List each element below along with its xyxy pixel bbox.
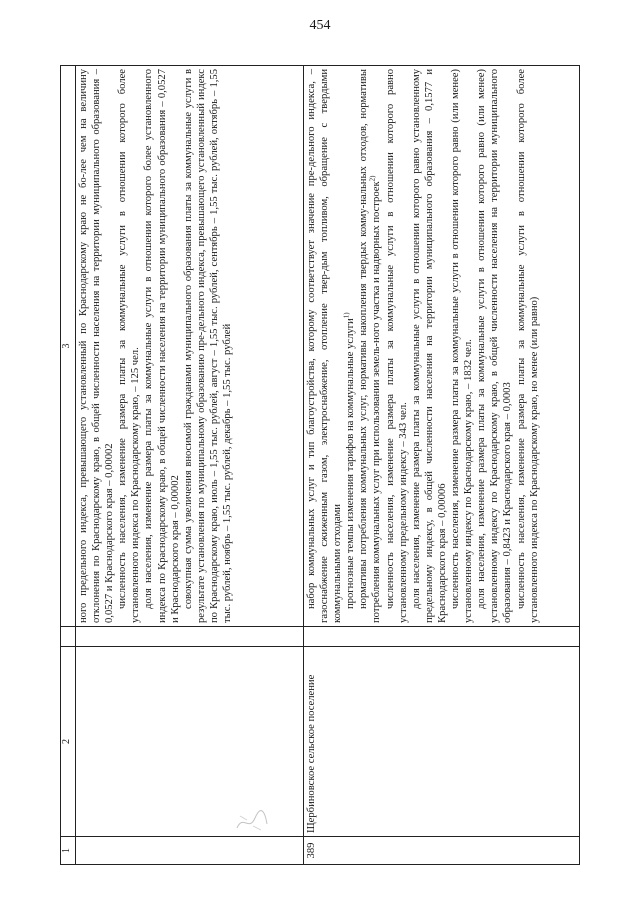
paragraph: набор коммунальных услуг и тип благоустройства, которому соответствует значение пре-дельного индекса, – газоснабжение сжиженным газом, электроснабжение, отопление твер-дым топливом, обращение с твердыми коммунальными отходами	[306, 69, 344, 623]
paragraph: доля населения, изменение размера платы за коммунальные услуги в отношении которого равно установленному предельному индексу, в общей численности населения на территории муниципального образования – 0,1577 и Краснодарского края – 0,00006	[410, 69, 448, 623]
rotated-table-wrapper	[60, 65, 580, 865]
paragraph: численность населения, изменение размера платы за коммунальные услуги в отношении которого равно установленному предельному индексу – 343 чел.	[384, 69, 409, 623]
header-col-1: 1	[61, 837, 76, 865]
paragraph-text: нормативы потребления коммунальных услуг, нормативы накопления твердых комму-нальных отходов, нормативы потребления коммунальных услуг при использовании земель-ного участка и надворных построек	[358, 69, 383, 623]
header-col-2: 2	[61, 647, 76, 837]
cell-details	[76, 66, 304, 627]
table-header-row	[61, 66, 76, 865]
paragraph: доля населения, изменение размера платы за коммунальные услуги в отношении которого более установленного индекса по Краснодарскому краю, в общей численности населения на территории муниципального образования – 0,0527 и Краснодарского края – 0,00002	[143, 69, 181, 623]
paragraph	[344, 69, 357, 623]
header-col-gap	[61, 627, 76, 647]
cell-number-empty	[76, 837, 304, 865]
faint-scan-mark	[235, 808, 269, 834]
paragraph: ного предельного индекса, превышающего установленный по Краснодарскому краю не бо-лее чем на величину отклонения по Краснодарскому краю, в общей численности населения на территории муниципального образования – 0,0527 и Краснодарского края – 0,00002	[78, 69, 116, 623]
paragraph	[357, 69, 383, 623]
header-col-3: 3	[61, 66, 76, 627]
footnote-mark: 2)	[368, 175, 377, 182]
row-number: 389	[304, 837, 580, 865]
cell-settlement-empty	[76, 647, 304, 837]
paragraph-text: прогнозные темпы изменения тарифов на коммунальные услуги	[345, 318, 357, 609]
paragraph: численность населения, изменение размера платы за коммунальные услуги в отношении которого равно (или менее) установленному индексу по Краснодарскому краю, – 1832 чел.	[450, 69, 475, 623]
cell-gap	[304, 627, 580, 647]
paragraph: численность населения, изменение размера платы за коммунальные услуги в отношении которого более установленного индекса по Краснодарскому краю, но менее (или равно)	[515, 69, 540, 623]
footnote-mark: 1)	[342, 312, 351, 319]
indices-table	[60, 65, 580, 865]
table-row-389	[304, 66, 580, 865]
paragraph: доля населения, изменение размера платы за коммунальные услуги в отношении которого равно (или менее) установленному индексу по Краснодарскому краю, в общей численности населения на территории муниципального образования – 0,8423 и Краснодарского края – 0,0003	[476, 69, 514, 623]
paragraph: совокупная сумма увеличения вносимой гражданами муниципального образования платы за коммунальные услуги в результате установления по муниципальному образованию пре-дельного индекса, превышающего установленный индекс по Краснодарскому краю, июль – 1,55 тыс. рублей, август – 1,55 тыс. рублей, сентябрь – 1,55 тыс. рублей, октябрь – 1,55 тыс. рублей, ноябрь – 1,55 тыс. рублей, декабрь – 1,55 тыс. рублей	[182, 69, 234, 623]
settlement-name: Щербиновское сельское поселение	[304, 647, 580, 837]
cell-details	[304, 66, 580, 627]
table-row-continuation	[76, 66, 304, 865]
page-number: 454	[309, 18, 331, 33]
cell-gap	[76, 627, 304, 647]
paragraph: численность населения, изменение размера платы за коммунальные услуги в отношении которого более установленного индекса по Краснодарскому краю, – 125 чел.	[117, 69, 142, 623]
